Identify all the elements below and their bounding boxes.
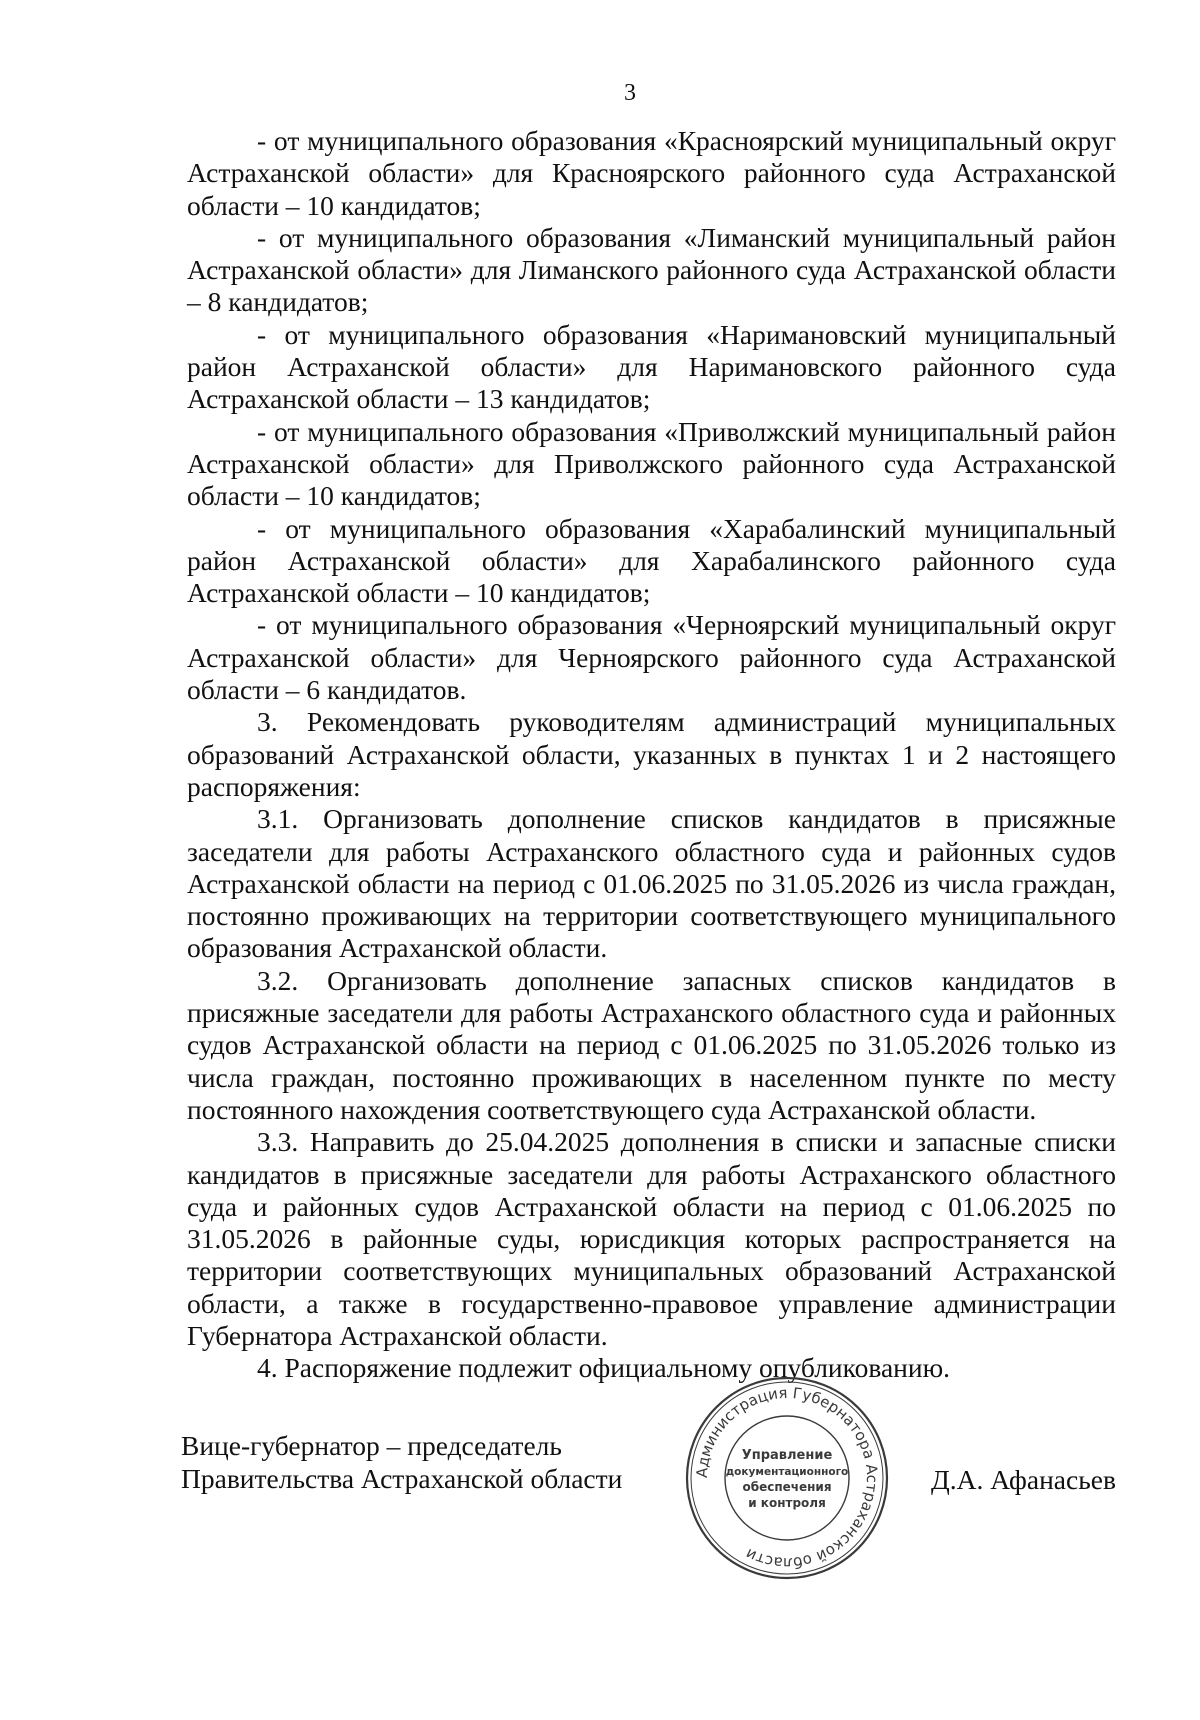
paragraph-item-3: 3. Рекомендовать руководителям администраций муниципальных образований Астраханской области, указанных в пунктах 1 и 2 настоящего распоряжения: — [187, 706, 1116, 802]
signer-title-line-2: Правительства Астраханской области — [181, 1463, 623, 1494]
paragraph-item-3-3: 3.3. Направить до 25.04.2025 дополнения в списки и запасные списки кандидатов в присяжные заседатели для работы Астраханского областного суда и районных судов Астраханской области на период с 01.06.2025 по 31.05.2026 в районные суды, юрисдикция которых распространяется на территории соответствующих муниципальных образований Астраханской области, а также в государственно-правовое управление администрации Губернатора Астраханской области. — [187, 1126, 1116, 1351]
paragraph-item-3-2: 3.2. Организовать дополнение запасных списков кандидатов в присяжные заседатели для работы Астраханского областного суда и районных судов Астраханской области на период с 01.06.2025 по 31.05.2026 только из числа граждан, постоянно проживающих в населенном пункте по месту постоянного нахождения соответствующего суда Астраханской области. — [187, 964, 1116, 1125]
stamp-inner-line-3: обеспечения — [742, 1480, 832, 1494]
paragraph-item-4: 4. Распоряжение подлежит официальному опубликованию. — [257, 1352, 951, 1384]
signer-title-line-1: Вице-губернатор – председатель — [181, 1430, 562, 1461]
paragraph-item-3-1: 3.1. Организовать дополнение списков кандидатов в присяжные заседатели для работы Астраханского областного суда и районных судов Астраханской области на период с 01.06.2025 по 31.05.2026 из числа граждан, постоянно проживающих на территории соответствующего муниципального образования Астраханской области. — [187, 803, 1116, 964]
stamp-inner-line-1: Управление — [741, 1448, 833, 1463]
paragraph-limansky: - от муниципального образования «Лиманский муниципальный район Астраханской области» для Лиманского районного суда Астраханской области – 8 кандидатов; — [187, 221, 1116, 318]
official-seal-stamp — [682, 1373, 892, 1583]
paragraph-kharabalinsky: - от муниципального образования «Харабалинский муниципальный район Астраханской области» для Харабалинского районного суда Астраханской области – 10 кандидатов; — [187, 512, 1116, 609]
page-number: 3 — [624, 80, 636, 106]
paragraph-chernoyarsky: - от муниципального образования «Черноярский муниципальный округ Астраханской области» для Черноярского районного суда Астраханской области – 6 кандидатов. — [187, 609, 1116, 706]
stamp-inner-line-4: и контроля — [748, 1496, 826, 1510]
paragraph-narimanovsky: - от муниципального образования «Наримановский муниципальный район Астраханской области» для Наримановского районного суда Астраханской области – 13 кандидатов; — [187, 318, 1116, 415]
paragraph-krasnoyarsky: - от муниципального образования «Красноярский муниципальный округ Астраханской области» для Красноярского районного суда Астраханской области – 10 кандидатов; — [187, 125, 1116, 221]
paragraph-privolzhsky: - от муниципального образования «Приволжский муниципальный район Астраханской области» для Приволжского районного суда Астраханской области – 10 кандидатов; — [187, 415, 1116, 512]
signer-name: Д.А. Афанасьев — [931, 1464, 1116, 1495]
stamp-inner-line-2: документационного — [725, 1466, 849, 1478]
document-body — [187, 125, 1116, 1385]
stamp-outer-text: Администрация Губернатора Астраханской области — [692, 1383, 882, 1573]
signer-title — [181, 1429, 622, 1495]
